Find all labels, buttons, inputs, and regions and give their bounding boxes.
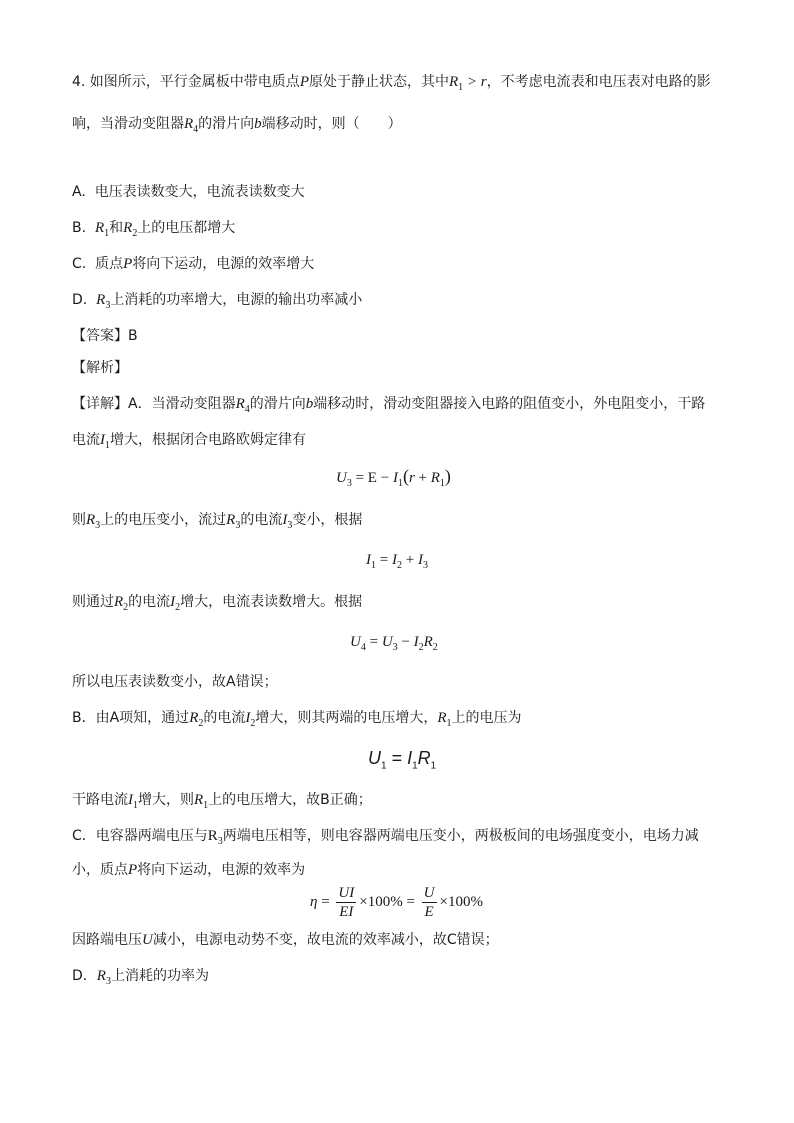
symbol-r4 xyxy=(184,116,199,135)
symbol-r1 xyxy=(448,74,464,93)
option-label: D. xyxy=(72,292,88,308)
question-text: 4. 如图所示，平行金属板中带电质点 xyxy=(72,74,300,90)
formula-efficiency xyxy=(310,884,483,921)
subscript: 3 xyxy=(287,520,293,531)
subscript: 2 xyxy=(123,602,129,613)
subscript: 2 xyxy=(396,560,402,571)
option-d xyxy=(72,290,362,316)
option-label: C. xyxy=(72,256,87,272)
symbol-p: P xyxy=(123,256,133,272)
symbol-u1 xyxy=(368,748,387,772)
question-text: 的滑片向 xyxy=(198,116,255,132)
subscript: 4 xyxy=(244,404,250,415)
fraction-denominator: E xyxy=(424,904,434,920)
subscript: 3 xyxy=(105,300,111,311)
subscript: 4 xyxy=(193,124,199,135)
symbol-letter: R xyxy=(207,828,218,844)
detail-text: A．当滑动变阻器 xyxy=(128,396,236,412)
option-text: 上消耗的功率增大，电源的输出功率减小 xyxy=(110,292,363,308)
subscript: 3 xyxy=(235,520,241,531)
symbol-letter: R xyxy=(86,512,96,528)
detail-text: 增大，则其两端的电压增大， xyxy=(255,710,438,726)
subscript: 1 xyxy=(446,718,452,729)
symbol-u3 xyxy=(336,470,352,489)
detail-text: 的滑片向 xyxy=(249,396,306,412)
symbol-letter: R xyxy=(96,968,106,984)
question-line-2 xyxy=(72,114,402,140)
option-label: A. xyxy=(72,184,86,200)
fraction-numerator: U xyxy=(423,885,435,901)
symbol-i3 xyxy=(417,552,428,571)
symbol-letter: U xyxy=(368,748,381,768)
symbol-eta: η xyxy=(310,893,318,910)
formula-u3 xyxy=(336,466,451,494)
subscript: 3 xyxy=(392,642,398,653)
formula-paren: ( xyxy=(402,466,409,486)
formula-i1 xyxy=(366,550,428,576)
symbol-letter: U xyxy=(381,634,393,650)
detail-text: 则 xyxy=(72,512,86,528)
detail-a-line-4 xyxy=(72,592,362,618)
answer-tag: 【答案】 xyxy=(72,328,128,344)
fraction-u-e xyxy=(422,884,437,921)
formula-op: = xyxy=(365,634,382,650)
symbol-r2 xyxy=(189,710,204,729)
analysis-line xyxy=(72,358,128,378)
detail-b-line-2 xyxy=(72,790,372,816)
symbol-i1 xyxy=(128,792,138,811)
symbol-p: P xyxy=(299,74,309,90)
subscript: 1 xyxy=(104,228,110,239)
subscript: 1 xyxy=(203,800,209,811)
symbol-r2 xyxy=(114,594,129,613)
subscript: 3 xyxy=(95,520,101,531)
detail-tag: 【详解】 xyxy=(72,396,128,412)
symbol-letter: I xyxy=(407,748,413,768)
subscript: 1 xyxy=(439,478,445,489)
detail-c-line-2 xyxy=(72,860,305,880)
symbol-b: b xyxy=(305,396,314,412)
symbol-r1 xyxy=(194,792,209,811)
option-text: 上的电压都增大 xyxy=(137,220,236,236)
symbol-p: P xyxy=(128,862,138,878)
detail-text: 变小，根据 xyxy=(292,512,363,528)
subscript: 2 xyxy=(132,228,138,239)
symbol-letter: I xyxy=(417,552,423,568)
symbol-r1 xyxy=(94,220,110,239)
symbol-letter: R xyxy=(235,396,245,412)
formula-op: = xyxy=(376,552,392,568)
subscript: 2 xyxy=(175,602,181,613)
symbol-letter: I xyxy=(282,512,288,528)
subscript: 2 xyxy=(432,642,438,653)
detail-text: 上的电压增大，故B正确； xyxy=(208,792,372,808)
subscript: 2 xyxy=(418,642,424,653)
symbol-letter: R xyxy=(114,594,124,610)
detail-a-line-2 xyxy=(72,430,306,456)
symbol-letter: R xyxy=(123,220,133,236)
detail-text: 小，质点 xyxy=(72,862,128,878)
symbol-i1 xyxy=(366,552,376,571)
fraction-denominator: EI xyxy=(339,904,354,920)
detail-text: 因路端电压 xyxy=(72,932,142,948)
detail-text: 上消耗的功率为 xyxy=(110,968,209,984)
detail-text: 的电流 xyxy=(128,594,171,610)
question-line-1 xyxy=(72,72,711,98)
detail-text: C．电容器两端电压与 xyxy=(72,828,208,844)
subscript: 1 xyxy=(371,560,376,571)
symbol-u: U xyxy=(142,932,153,948)
detail-text: 增大，电流表读数增大。根据 xyxy=(180,594,363,610)
detail-text: B．由A项知，通过 xyxy=(72,710,190,726)
symbol-r3 xyxy=(96,968,111,987)
symbol-b: b xyxy=(254,116,262,132)
detail-text: 两端电压相等，则电容器两端电压变小，两极板间的电场强度变小，电场力减 xyxy=(222,828,699,844)
analysis-tag: 【解析】 xyxy=(72,360,128,376)
question-text: 端移动时，则（ ） xyxy=(261,116,402,132)
detail-a-line-1 xyxy=(72,394,705,420)
subscript: 1 xyxy=(105,440,110,451)
detail-text: 增大，根据闭合电路欧姆定律有 xyxy=(110,432,306,448)
option-b xyxy=(72,218,235,244)
detail-c-line-1 xyxy=(72,826,699,852)
formula-op: ×100% = xyxy=(359,893,419,910)
formula-op: = xyxy=(317,893,334,910)
detail-text: 干路电流 xyxy=(72,792,128,808)
detail-text: 则通过 xyxy=(72,594,114,610)
symbol-letter: U xyxy=(336,470,347,486)
formula-op: = xyxy=(386,748,408,768)
detail-a-line-3 xyxy=(72,510,362,536)
detail-text: 上的电压变小，流过 xyxy=(100,512,227,528)
symbol-r1 xyxy=(430,470,445,489)
symbol-letter: R xyxy=(94,220,105,236)
detail-text: 增大，则 xyxy=(138,792,194,808)
symbol-i1 xyxy=(392,470,403,489)
subscript: 1 xyxy=(381,760,387,772)
symbol-r3 xyxy=(226,512,241,531)
symbol-letter: R xyxy=(226,512,236,528)
detail-text: 端移动时，滑动变阻器接入电路的阻值变小，外电阻变小，干路 xyxy=(313,396,706,412)
symbol-i1 xyxy=(407,748,418,772)
subscript: 3 xyxy=(105,976,111,987)
subscript: 3 xyxy=(422,560,428,571)
formula-u1 xyxy=(368,748,436,777)
detail-b-line-1 xyxy=(72,708,522,734)
symbol-letter: I xyxy=(100,432,105,448)
formula-op: + xyxy=(414,470,431,486)
symbol-letter: I xyxy=(128,792,133,808)
symbol-letter: R xyxy=(189,710,199,726)
symbol-letter: R xyxy=(417,748,431,768)
answer-line xyxy=(72,326,138,346)
symbol-r1 xyxy=(417,748,437,772)
formula-op: + xyxy=(401,552,418,568)
option-text: 将向下运动，电源的效率增大 xyxy=(132,256,315,272)
symbol-r2 xyxy=(123,220,138,239)
question-text: 原处于静止状态，其中 xyxy=(308,74,449,90)
detail-text: 将向下运动，电源的效率为 xyxy=(137,862,306,878)
detail-d-line-1 xyxy=(72,966,209,992)
option-text: 和 xyxy=(109,220,124,236)
symbol-letter: R xyxy=(96,292,106,308)
option-c xyxy=(72,254,314,274)
option-a xyxy=(72,182,305,202)
subscript: 2 xyxy=(250,718,256,729)
symbol-letter: I xyxy=(366,552,371,568)
symbol-r4 xyxy=(235,396,250,415)
symbol-letter: R xyxy=(194,792,204,808)
formula-u4 xyxy=(350,632,438,658)
symbol-i2 xyxy=(170,594,181,613)
subscript: 1 xyxy=(412,760,418,772)
symbol-i2 xyxy=(413,634,424,653)
question-text: ，不考虑电流表和电压表对电路的影 xyxy=(486,74,711,90)
symbol-letter: R xyxy=(423,634,433,650)
symbol-i2 xyxy=(391,552,402,571)
symbol-letter: I xyxy=(170,594,176,610)
subscript: 3 xyxy=(217,836,223,847)
greater-than: > xyxy=(463,74,481,90)
detail-text: 电流 xyxy=(72,432,100,448)
subscript: 3 xyxy=(346,478,352,489)
symbol-u4 xyxy=(350,634,366,653)
symbol-r3 xyxy=(207,828,223,847)
detail-text: 上的电压为 xyxy=(451,710,522,726)
subscript: 2 xyxy=(198,718,204,729)
symbol-r2 xyxy=(423,634,438,653)
symbol-r3 xyxy=(96,292,111,311)
detail-text: 的电流 xyxy=(240,512,283,528)
symbol-r: r xyxy=(408,470,415,486)
option-label: B. xyxy=(72,220,87,236)
symbol-i2 xyxy=(245,710,256,729)
detail-text: 的电流 xyxy=(203,710,246,726)
option-text: 电压表读数变大，电流表读数变大 xyxy=(94,184,305,200)
subscript: 1 xyxy=(133,800,138,811)
formula-op: ×100% xyxy=(439,893,483,910)
symbol-letter: R xyxy=(184,116,194,132)
symbol-letter: U xyxy=(350,634,361,650)
symbol-i1 xyxy=(100,432,110,451)
symbol-letter: R xyxy=(430,470,440,486)
detail-text: 所以电压表读数变小，故A错误； xyxy=(72,674,278,690)
fraction-numerator: UI xyxy=(338,885,355,901)
detail-text: 减小，电源电动势不变，故电流的效率减小，故C错误； xyxy=(152,932,499,948)
subscript: 1 xyxy=(430,760,437,772)
detail-c-line-3 xyxy=(72,930,499,950)
symbol-letter: I xyxy=(245,710,251,726)
symbol-r1 xyxy=(437,710,452,729)
symbol-letter: R xyxy=(437,710,447,726)
question-text: 响，当滑动变阻器 xyxy=(72,116,184,132)
formula-op: − xyxy=(397,634,414,650)
formula-paren: ) xyxy=(444,466,451,486)
symbol-letter: I xyxy=(391,552,397,568)
symbol-letter: I xyxy=(413,634,419,650)
option-text: 质点 xyxy=(95,256,124,272)
detail-a-line-5 xyxy=(72,672,278,692)
symbol-letter: I xyxy=(392,470,398,486)
symbol-u3 xyxy=(381,634,398,653)
formula-op: = E − xyxy=(351,470,393,486)
subscript: 1 xyxy=(397,478,403,489)
fraction-ui-ei xyxy=(336,884,356,921)
symbol-i3 xyxy=(282,512,293,531)
symbol-letter: R xyxy=(448,74,459,90)
detail-text: D． xyxy=(72,968,97,984)
answer-value: B xyxy=(128,328,138,344)
symbol-r3 xyxy=(86,512,101,531)
symbol-r: r xyxy=(480,74,487,90)
subscript: 4 xyxy=(360,642,366,653)
subscript: 1 xyxy=(458,82,464,93)
